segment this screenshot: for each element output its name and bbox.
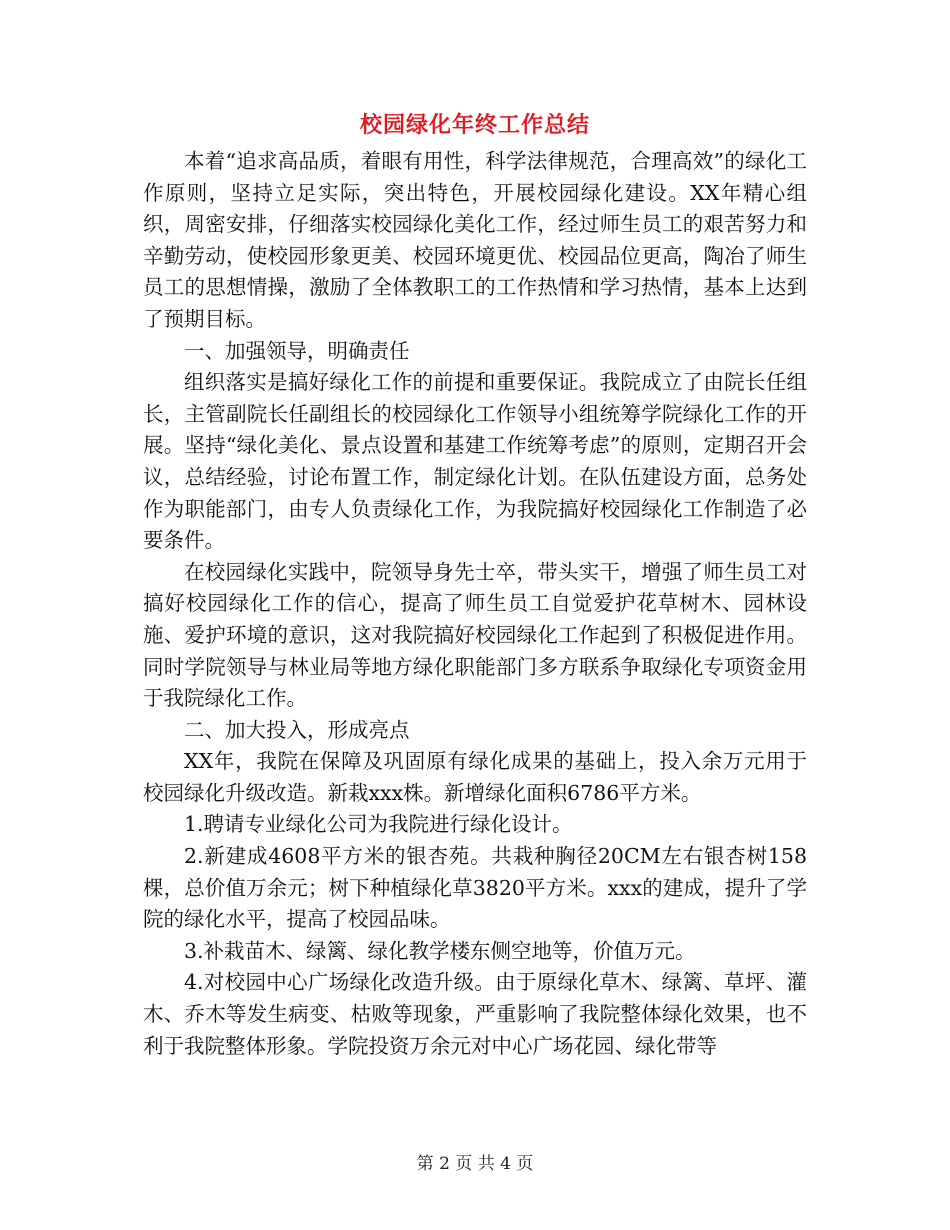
- paragraph: XX年，我院在保障及巩固原有绿化成果的基础上，投入余万元用于校园绿化升级改造。新栽xxx株。新增绿化面积6786平方米。: [143, 749, 807, 805]
- paragraph: 组织落实是搞好绿化工作的前提和重要保证。我院成立了由院长任组长，主管副院长任副组长的校园绿化工作领导小组统筹学院绿化工作的开展。坚持“绿化美化、景点设置和基建工作统筹考虑”的原则，定期召开会议，总结经验，讨论布置工作，制定绿化计划。在队伍建设方面，总务处作为职能部门，由专人负责绿化工作，为我院搞好校园绿化工作制造了必要条件。: [143, 370, 807, 553]
- list-item: 2.新建成4608平方米的银杏苑。共栽种胸径20CM左右银杏树158棵，总价值万余元；树下种植绿化草3820平方米。xxx的建成，提升了学院的绿化水平，提高了校园品味。: [143, 844, 807, 932]
- list-item: 1.聘请专业绿化公司为我院进行绿化设计。: [184, 812, 573, 837]
- document-body: [143, 146, 807, 1062]
- list-item: 3.补栽苗木、绿篱、绿化教学楼东侧空地等，价值万元。: [184, 938, 696, 963]
- list-item: 4.对校园中心广场绿化改造升级。由于原绿化草木、绿篱、草坪、灌木、乔木等发生病变、枯败等现象，严重影响了我院整体绿化效果，也不利于我院整体形象。学院投资万余元对中心广场花园、绿化带等: [143, 970, 807, 1058]
- paragraph: 在校园绿化实践中，院领导身先士卒，带头实干，增强了师生员工对搞好校园绿化工作的信心，提高了师生员工自觉爱护花草树木、园林设施、爱护环境的意识，这对我院搞好校园绿化工作起到了积极促进作用。同时学院领导与林业局等地方绿化职能部门多方联系争取绿化专项资金用于我院绿化工作。: [143, 559, 807, 711]
- document-title: 校园绿化年终工作总结: [359, 112, 590, 138]
- paragraph: 本着“追求高品质，着眼有用性，科学法律规范，合理高效”的绿化工作原则，坚持立足实际，突出特色，开展校园绿化建设。XX年精心组织，周密安排，仔细落实校园绿化美化工作，经过师生员工的艰苦努力和辛勤劳动，使校园形象更美、校园环境更优、校园品位更高，陶冶了师生员工的思想情操，激励了全体教职工的工作热情和学习热情，基本上达到了预期目标。: [143, 149, 807, 331]
- page-number-footer: 第 2 页 共 4 页: [416, 1154, 534, 1174]
- section-heading: 一、加强领导，明确责任: [184, 338, 410, 363]
- section-heading: 二、加大投入，形成亮点: [184, 717, 410, 742]
